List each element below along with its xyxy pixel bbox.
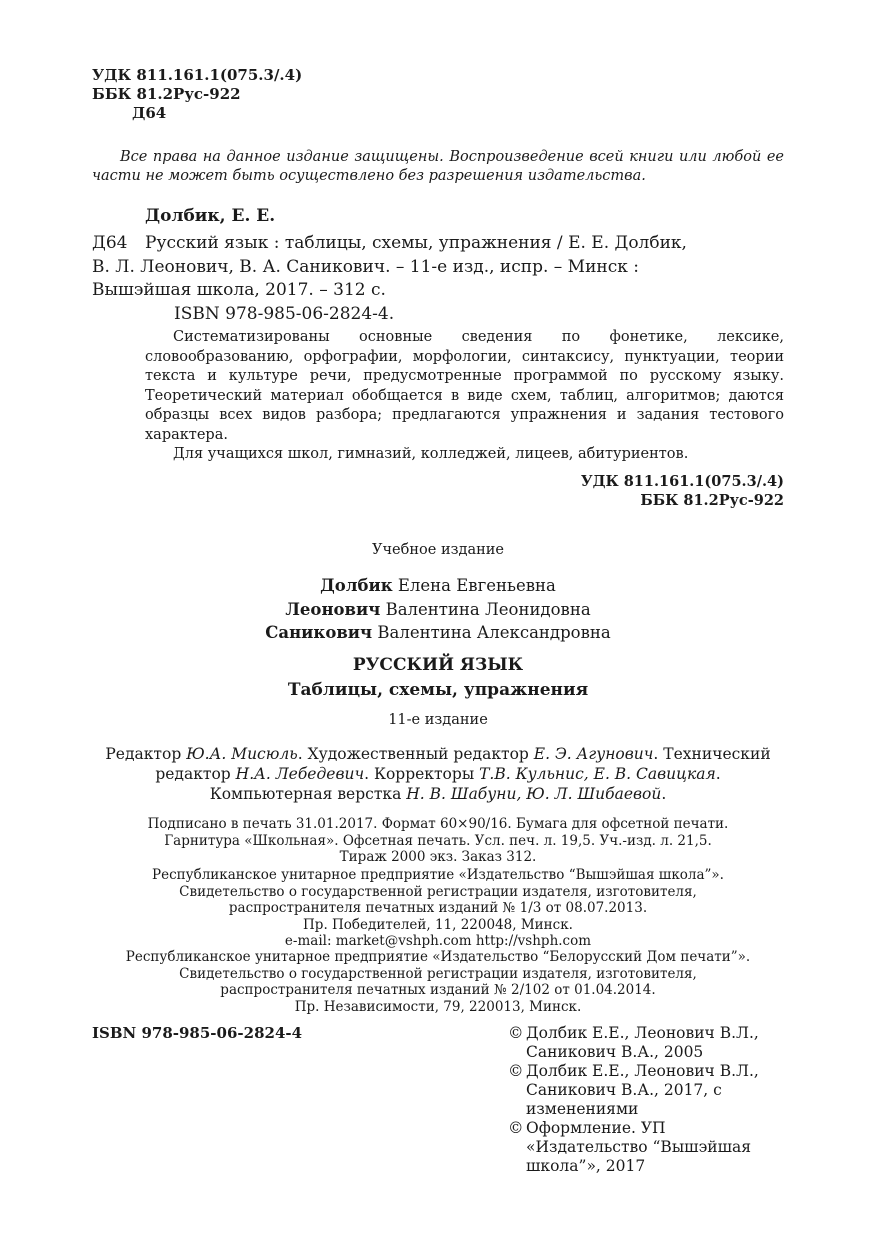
publisher-contacts: e-mail: market@vshph.com http://vshph.com xyxy=(284,933,592,949)
printer-line: Пр. Независимости, 79, 220013, Минск. xyxy=(294,998,582,1015)
author-surname: Долбик xyxy=(320,576,393,595)
udk-code: УДК 811.161.1(075.3/.4) xyxy=(92,66,303,84)
authors-list xyxy=(0,574,876,645)
bbk-code: ББК 81.2Рус-922 xyxy=(640,492,784,509)
copyright-text: Долбик Е.Е., Леонович В.Л., Саникович В.А., 2005 xyxy=(526,1024,759,1061)
abstract xyxy=(145,328,784,465)
proofreaders-label: Корректоры xyxy=(373,765,475,783)
author-names: Елена Евгеньевна xyxy=(397,576,556,595)
art-editor-label: Художественный редактор xyxy=(307,745,529,763)
classification-block-top xyxy=(92,66,302,123)
isbn-bottom: ISBN 978-985-06-2824-4 xyxy=(92,1024,303,1042)
author-names: Валентина Александровна xyxy=(377,623,611,642)
copyright-text: Оформление. УП «Издательство “Вышэйшая школа”», 2017 xyxy=(526,1119,752,1175)
tech-editor-label: Технический редактор xyxy=(155,745,771,783)
author-names: Валентина Леонидовна xyxy=(385,599,591,619)
publisher-line: распространителя печатных изданий № 1/3 от 08.07.2013. xyxy=(228,900,648,916)
book-title: РУССКИЙ ЯЗЫК xyxy=(352,655,524,675)
author-surname: Саникович xyxy=(265,623,373,642)
tech-editor-name: Н.А. Лебедевич xyxy=(235,765,365,783)
copyright-item xyxy=(508,1024,788,1062)
author-line xyxy=(0,598,876,622)
copyright-item xyxy=(508,1062,788,1119)
publisher-info xyxy=(92,867,784,950)
edition-number: 11-е издание xyxy=(388,712,488,728)
publisher-line: Пр. Победителей, 11, 220048, Минск. xyxy=(303,916,573,933)
printer-line: распространителя печатных изданий № 2/102 от 01.04.2014. xyxy=(220,982,656,998)
edition-type: Учебное издание xyxy=(371,542,504,558)
copyright-icon: © xyxy=(508,1119,524,1137)
author-line xyxy=(0,621,876,645)
author-mark: Д64 xyxy=(132,104,167,122)
author-line xyxy=(0,574,876,598)
classification-block-right xyxy=(581,472,784,510)
layout-label: Компьютерная верстка xyxy=(209,785,402,803)
copyright-list xyxy=(508,1024,788,1176)
editor-label: Редактор xyxy=(105,745,182,763)
art-editor-name: Е. Э. Агунович xyxy=(533,745,654,763)
author-heading: Долбик, Е. Е. xyxy=(145,206,276,226)
rights-notice: Все права на данное издание защищены. Воспроизведение всей книги или любой ее части не может быть осуществлено без разрешения издательства. xyxy=(92,149,784,184)
print-info xyxy=(92,816,784,866)
copyright-icon: © xyxy=(508,1024,524,1042)
printer-line: Республиканское унитарное предприятие «Издательство “Белорусский Дом печати”». xyxy=(125,949,751,965)
layout-names: Н. В. Шабуни, Ю. Л. Шибаевой xyxy=(406,785,662,803)
entry-isbn: ISBN 978-985-06-2824-4. xyxy=(174,303,395,324)
udk-code: УДК 811.161.1(075.3/.4) xyxy=(580,473,784,490)
abstract-paragraph: Систематизированы основные сведения по фонетике, лексике, словообразованию, орфографии, морфологии, синтаксису, пунктуации, теории текста и культуре речи, предусмотренные программой по русскому языку. Теоретический материал обобщается в виде схем, таблиц, алгоритмов; даются образцы всех видов разбора; предлагаются упражнения и задания тестового характера. xyxy=(145,329,784,443)
publisher-line: Свидетельство о государственной регистрации издателя, изготовителя, xyxy=(179,883,697,900)
copyright-item xyxy=(508,1119,788,1176)
author-surname: Леонович xyxy=(285,599,381,619)
editor-name: Ю.А. Мисюль xyxy=(186,745,298,763)
print-info-line: Гарнитура «Школьная». Офсетная печать. Усл. печ. л. 19,5. Уч.-изд. л. 21,5. xyxy=(164,832,712,849)
proofreaders-names: Т.В. Кульнис, Е. В. Савицкая xyxy=(479,765,716,783)
copyright-icon: © xyxy=(508,1062,524,1080)
copyright-text: Долбик Е.Е., Леонович В.Л., Саникович В.А., 2017, с изменениями xyxy=(526,1062,759,1118)
audience-paragraph: Для учащихся школ, гимназий, колледжей, лицеев, абитуриентов. xyxy=(173,446,689,462)
publisher-line: Республиканское унитарное предприятие «Издательство “Вышэйшая школа”». xyxy=(152,867,724,883)
book-subtitle: Таблицы, схемы, упражнения xyxy=(287,680,589,700)
printer-line: Свидетельство о государственной регистрации издателя, изготовителя, xyxy=(179,965,697,982)
printer-info xyxy=(92,949,784,1015)
entry-line-2: В. Л. Леонович, В. А. Саникович. – 11-е изд., испр. – Минск : xyxy=(92,256,640,277)
print-info-line: Подписано в печать 31.01.2017. Формат 60×90/16. Бумага для офсетной печати. xyxy=(147,816,729,832)
print-info-line: Тираж 2000 экз. Заказ 312. xyxy=(339,849,537,865)
bibliographic-entry xyxy=(92,232,784,326)
entry-line-1: Русский язык : таблицы, схемы, упражнения / Е. Е. Долбик, xyxy=(145,233,687,253)
entry-line-3: Вышэйшая школа, 2017. – 312 с. xyxy=(92,280,386,300)
editors-credits: Редактор Ю.А. Мисюль. Художественный редактор Е. Э. Агунович. Технический редактор Н.А. Лебедевич. Корректоры Т.В. Кульнис, Е. В. Савицкая. Компьютерная верстка Н. В. Шабуни, Ю. Л. Шибаевой. xyxy=(105,745,771,803)
entry-code: Д64 xyxy=(92,233,128,253)
bbk-code: ББК 81.2Рус-922 xyxy=(92,85,241,103)
